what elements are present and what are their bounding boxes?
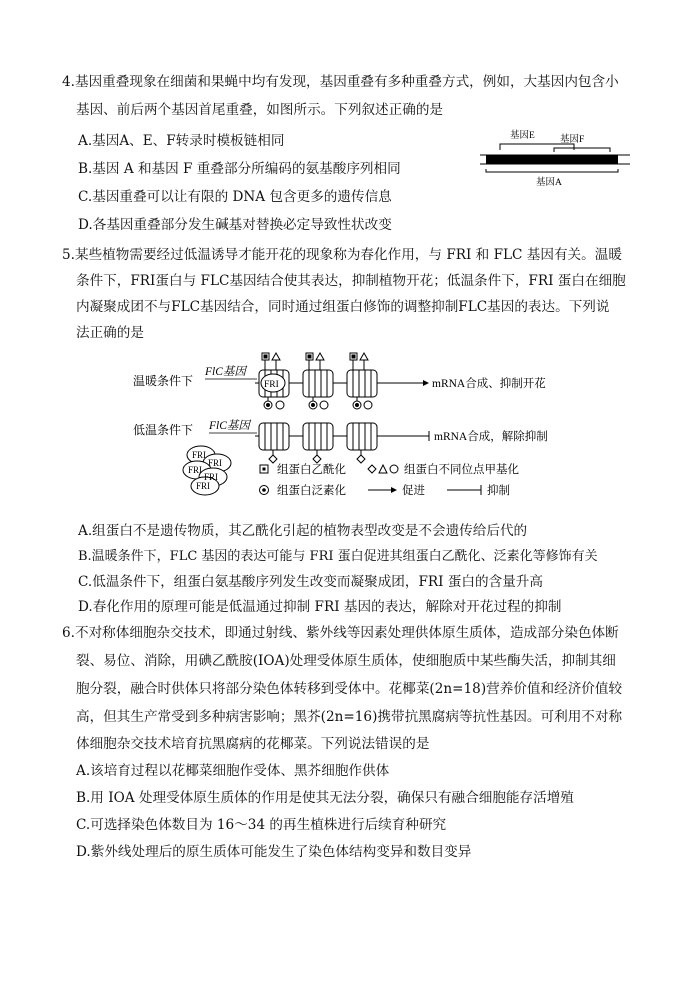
cold-methylation-marks [269,450,365,463]
cold-gene-label: FlC基因 [209,420,250,432]
warm-fri-label: FRI [264,380,279,390]
warm-result-text: mRNA合成、抑制开花 [432,378,546,390]
q4-option-d: D.各基因重叠部分发生碱基对替换必定导致性状改变 [78,217,392,233]
q5-option-d: D.春化作用的原理可能是低温通过抑制 FRI 基因的表达，解除对开花过程的抑制 [78,599,562,615]
legend-methylation-icon [368,465,398,473]
fri-agg-label-2: FRI [208,458,223,468]
q6-stem-line2: 裂、易位、消除，用碘乙酰胺(IOA)处理受体原生质体，使细胞质中某些酶失活，抑制其细 [76,653,616,669]
legend-inhibit-label: 抑制 [487,485,510,497]
q6-option-c: C.可选择染色体数目为 16～34 的再生植株进行后续育种研究 [76,817,447,833]
fri-agg-label-5: FRI [196,481,211,491]
q5-stem-line2: 条件下，FRI蛋白与 FLC基因结合使其表达，抑制植物开花；低温条件下，FRI 蛋白在细胞 [76,273,626,289]
cold-result-text: mRNA合成，解除抑制 [434,431,548,443]
warm-ubiquitination-marks [264,397,372,409]
legend-promote-arrow [368,487,397,493]
q5-stem-line3: 内凝聚成团不与FLC基因结合，同时通过组蛋白修饰的调整抑制FLC基因的表达。下列说 [76,299,610,315]
q4-option-b: B.基因 A 和基因 F 重叠部分所编码的氨基酸序列相同 [78,161,401,177]
q6-option-a: A.该培育过程以花椰菜细胞作受体、黑芥细胞作供体 [76,763,390,779]
fri-agg-label-1: FRI [192,450,207,460]
legend-methylation-label: 组蛋白不同位点甲基化 [404,464,519,476]
legend-acetylation-label: 组蛋白乙酰化 [277,464,346,476]
legend-ubiquitination-label: 组蛋白泛素化 [277,485,346,497]
cold-nucleosome-2 [303,423,333,450]
q6-stem-line1: 6.不对称体细胞杂交技术，即通过射线、紫外线等因素处理供体原生质体，造成部分染色体断 [62,625,619,641]
cold-nucleosome-1 [259,423,289,450]
warm-nucleosome-2 [303,370,333,397]
cold-condition-label: 低温条件下 [133,423,194,437]
gene-a-label: 基因A [536,178,562,188]
legend-promote-label: 促进 [402,485,425,497]
q6-stem-line3: 胞分裂，融合时供体只将部分染色体转移到受体中。花椰菜(2n=18)营养价值和经济价值较 [76,681,623,697]
warm-gene-label: FlC基因 [205,366,246,378]
q6-option-b: B.用 IOA 处理受体原生质体的作用是使其无法分裂，确保只有融合细胞能存活增殖 [76,790,574,806]
warm-nucleosome-3 [347,370,377,397]
q5-vernalization-figure [125,343,565,503]
q6-stem-line5: 体细胞杂交技术培育抗黑腐病的花椰菜。下列说法错误的是 [76,736,430,752]
q5-stem-line4: 法正确的是 [76,325,144,341]
legend-ubiquitination-icon [260,486,269,495]
q4-gene-overlap-figure [470,122,640,192]
fri-agg-label-3: FRI [188,465,203,475]
q5-option-c: C.低温条件下，组蛋白氨基酸序列发生改变而凝聚成团，FRI 蛋白的含量升高 [78,574,543,590]
q5-option-b: B.温暖条件下，FLC 基因的表达可能与 FRI 蛋白促进其组蛋白乙酰化、泛素化等修饰有关 [78,549,598,564]
fri-agg-label-4: FRI [204,472,219,482]
legend-acetylation-icon [260,465,268,473]
warm-condition-label: 温暖条件下 [133,374,194,388]
q6-option-d: D.紫外线处理后的原生质体可能发生了染色体结构变异和数目变异 [76,844,472,860]
q6-stem-line4: 高，但其生产常受到多种病害影响；黑芥(2n=16)携带抗黑腐病等抗性基因。可利用不对称 [76,709,623,725]
q5-option-a: A.组蛋白不是遗传物质，其乙酰化引起的植物表型改变是不会遗传给后代的 [78,523,528,539]
q4-stem-line1: 4.基因重叠现象在细菌和果蝇中均有发现，基因重叠有多种重叠方式，例如，大基因内包含小 [62,74,619,90]
q4-stem-line2: 基因、前后两个基因首尾重叠，如图所示。下列叙述正确的是 [76,102,444,118]
q5-stem-line1: 5.某些植物需要经过低温诱导才能开花的现象称为春化作用，与 FRI 和 FLC 基因有关。温暖 [62,247,622,263]
q4-option-a: A.基因A、E、F转录时模板链相同 [78,133,285,149]
gene-f-label: 基因F [560,135,585,145]
gene-e-label: 基因E [510,131,535,141]
cold-nucleosome-3 [347,423,377,450]
legend-inhibit-symbol [447,485,481,495]
q4-option-c: C.基因重叠可以让有限的 DNA 包含更多的遗传信息 [78,189,392,205]
